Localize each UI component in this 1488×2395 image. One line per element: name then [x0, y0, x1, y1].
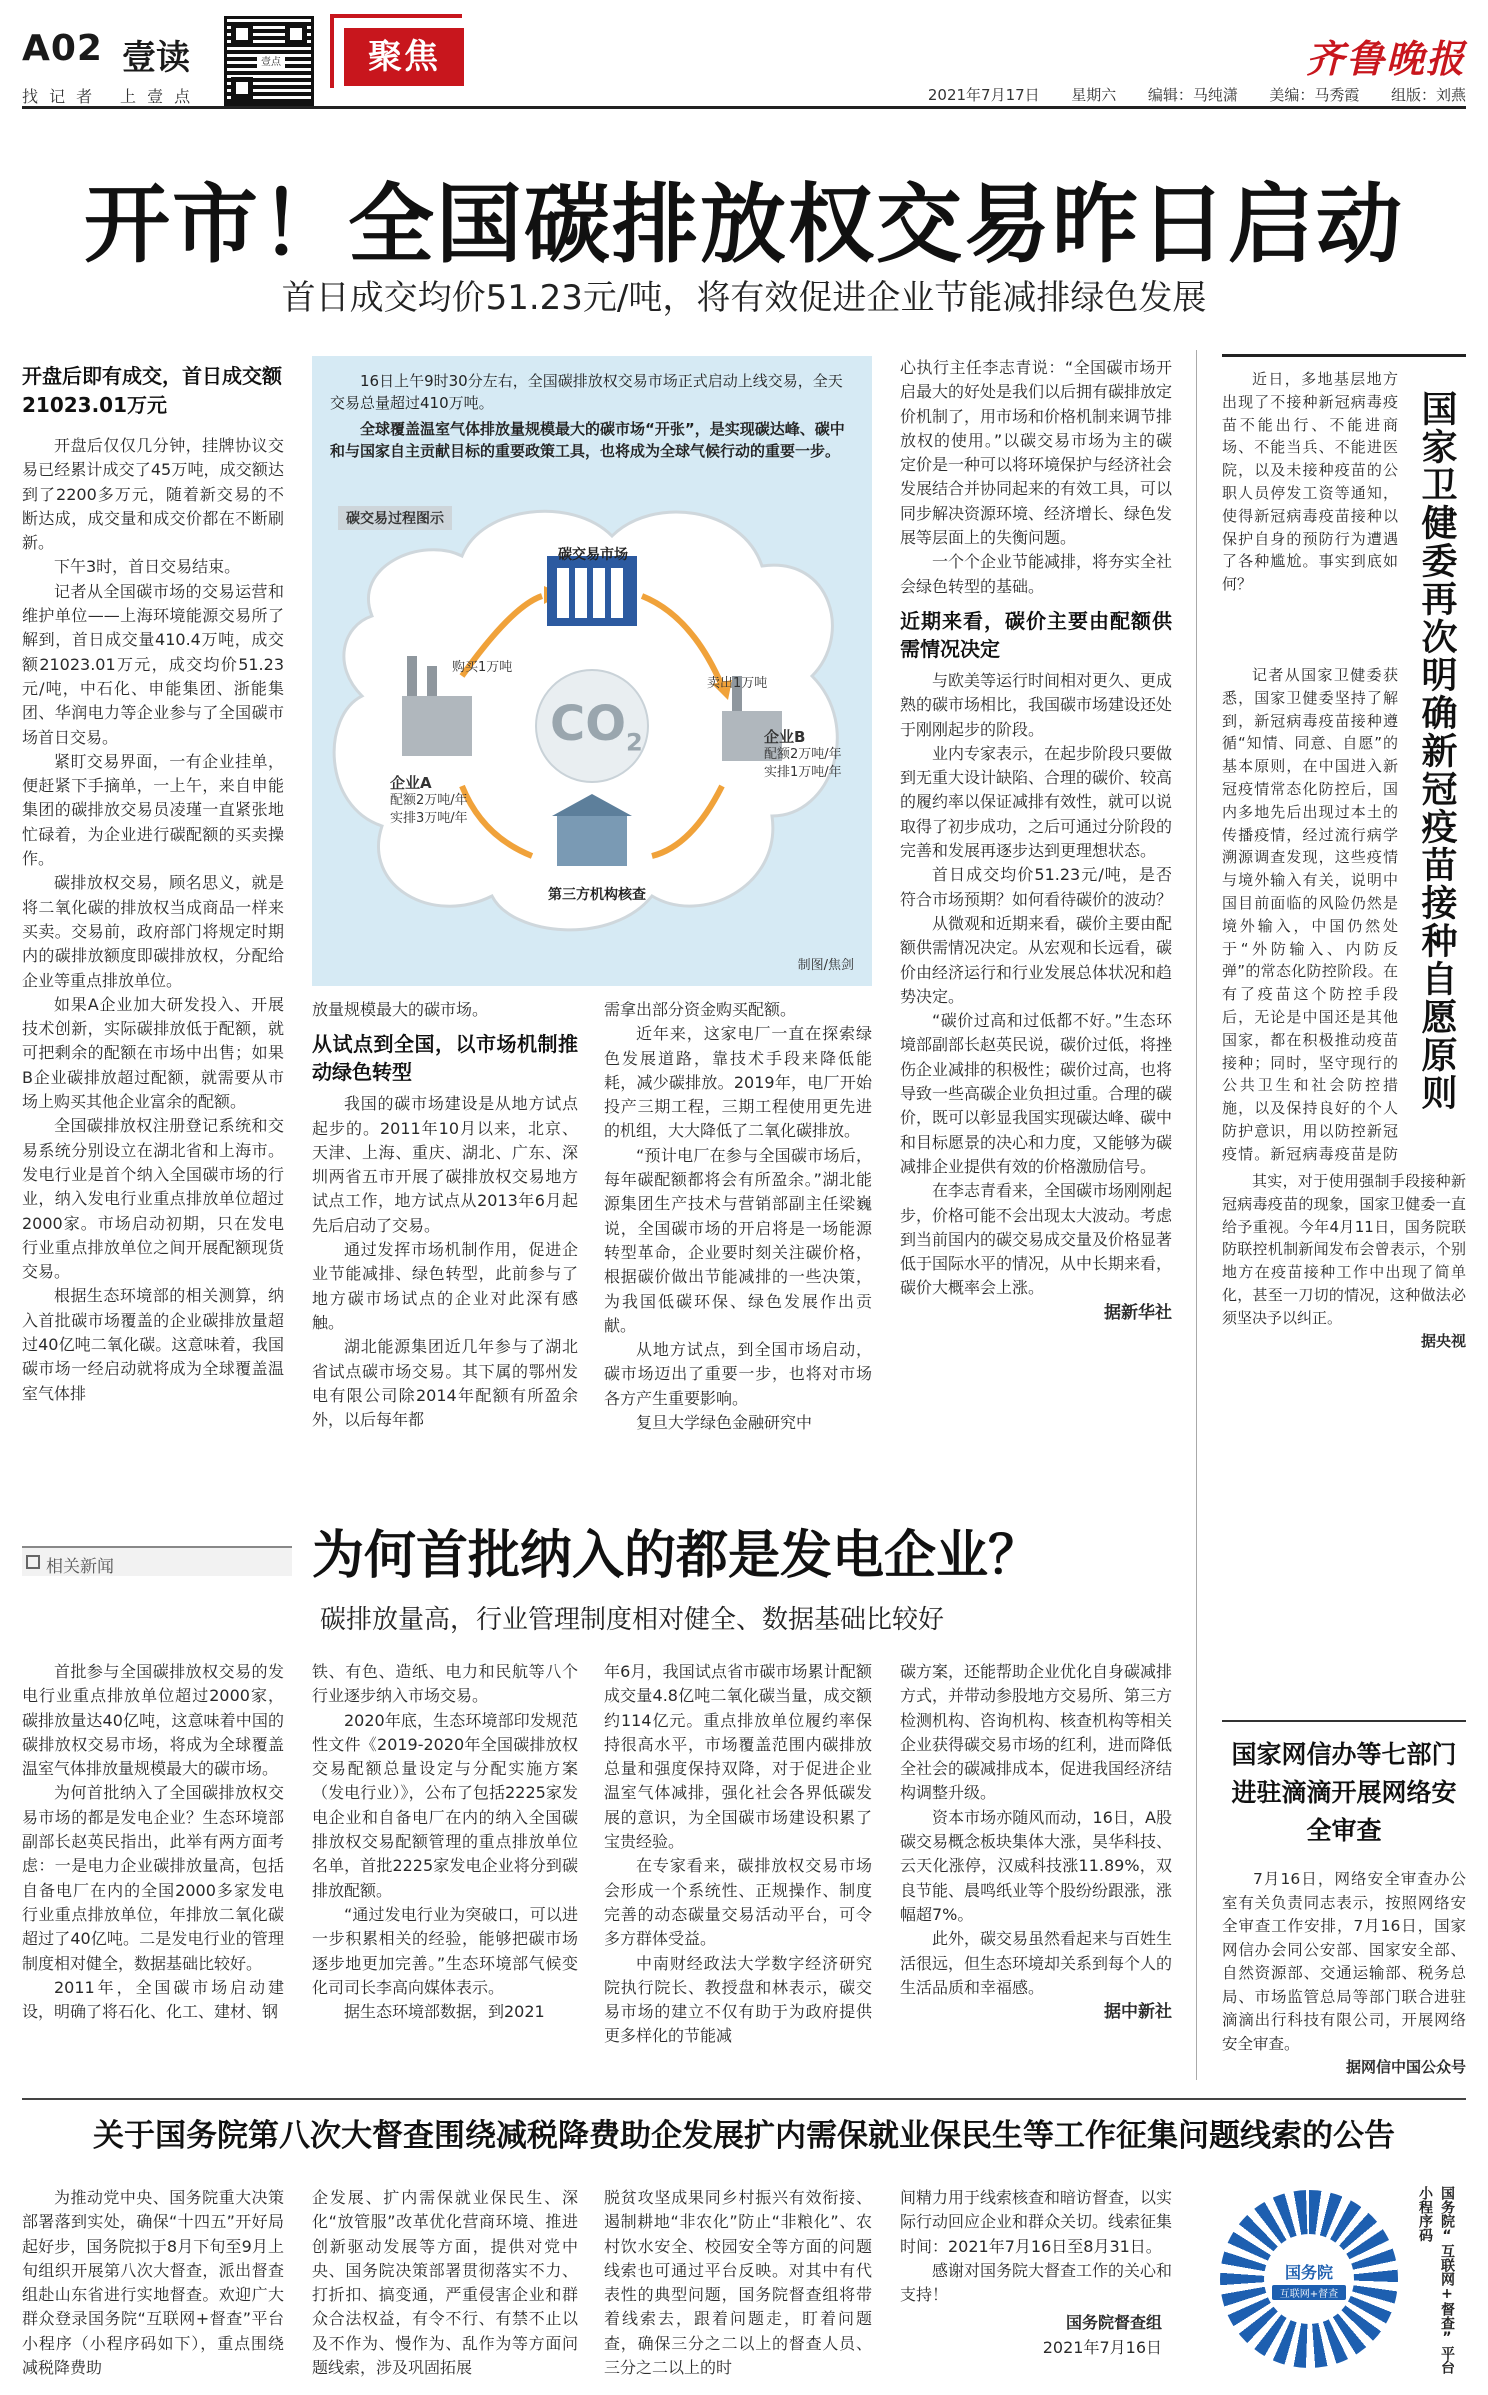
notice-rule-top	[22, 2098, 1466, 2100]
lead-c3-p2: 近年来，这家电厂一直在探索绿色发展道路，靠技术手段来降低能耗，减少碳排放。2019年，电厂开始投产三期工程，三期工程使用更先进的机组，大大降低了二氧化碳排放。	[604, 1024, 872, 1141]
lead-heading: 开盘后即有成交，首日成交额21023.01万元	[22, 364, 282, 417]
notice-sign: 国务院督查组	[1065, 2313, 1162, 2333]
vaccine-body-3	[1222, 1170, 1466, 1690]
notice-qr-caption-text: 国务院“互联网+督查”平台小程序码	[1417, 2186, 1455, 2374]
meta-editor: 编辑：马纯潇	[1147, 86, 1238, 104]
lead-c4b-p1: 与欧美等运行时间相对更久、更成熟的碳市场相比，我国碳市场建设还处于刚刚起步的阶段。	[900, 670, 1172, 739]
vaccine-body-2	[1222, 664, 1398, 1164]
company-a-quota: 配额2万吨/年	[390, 793, 468, 808]
related-c3-p2: 在专家看来，碳排放权交易市场会形成一个系统性、正规操作、制度完善的动态碳量交易活动平台，可令多方群体受益。	[604, 1856, 872, 1949]
notice-qr-brand: 国务院	[1284, 2263, 1333, 2282]
co2-text: CO	[550, 696, 627, 752]
notice-c4b: 感谢对国务院大督查工作的关心和支持！	[900, 2260, 1172, 2305]
vaccine-p1: 近日，多地基层地方出现了不接种新冠病毒疫苗不能出行、不能进商场、不能当兵、不能进医院，以及未接种疫苗的公职人员停发工资等通知，使得新冠病毒疫苗接种以保护自身的预防行为遭遇了各种尴尬。事实到底如何？	[1222, 370, 1398, 594]
lead-c4-heading: 近期来看，碳价主要由配额供需情况决定	[900, 608, 1172, 661]
notice-title: 关于国务院第八次大督查围绕减税降费助企发展扩内需保就业保民生等工作征集问题线索的公告	[93, 2118, 1395, 2154]
related-c2-p3: “通过发电行业为突破口，可以进一步积累相关的经验，能够把碳市场逐步地更加完善。”生态环境部气候变化司司长李高向媒体表示。	[312, 1904, 578, 1997]
related-c4-p2: 资本市场亦随风而动，16日，A股碳交易概念板块集体大涨，昊华科技、云天化涨停，汉威科技涨11.89%，双良节能、晨鸣纸业等个股纷纷跟涨，涨幅超7%。	[900, 1807, 1172, 1924]
co2-subscript: 2	[626, 728, 643, 757]
vaccine-p2: 记者从国家卫健委获悉，国家卫健委坚持了解到，新冠病毒疫苗接种遵循“知情、同意、自愿”的基本原则，在中国进入新冠疫情常态化防控后，国内多地先后出现过本土的传播疫情，经过流行病学溯源调查发现，这些疫情与境外输入有关，说明中国目前面临的风险仍然是境外输入，中国仍然处于“外防输入、内防反弹”的常态化防控阶段。在有了疫苗这个防控手段后，无论是中国还是其他国家，都在积极推动疫苗接种；同时，坚守现行的公共卫生和社会防控措施，以及保持良好的个人防护意识，用以防控新冠疫情。新冠病毒疫苗是防	[1222, 666, 1398, 1163]
diagram-third-party: 第三方机构核查	[548, 887, 646, 903]
related-label: 相关新闻	[46, 1557, 114, 1577]
company-b-quota: 配额2万吨/年	[764, 747, 842, 762]
lead-c2-p1: 我国的碳市场建设是从地方试点起步的。2011年10月以来，北京、天津、上海、重庆、湖北、广东、深圳两省五市开展了碳排放权交易地方试点工作，地方试点从2013年6月起先后启动了交易。	[312, 1094, 578, 1235]
page-number: A02	[22, 28, 103, 69]
related-label-icon	[26, 1555, 40, 1569]
related-c1-p3: 2011年，全国碳市场启动建设，明确了将石化、化工、建材、钢	[22, 1977, 284, 2022]
lead-c1-p4: 紧盯交易界面，一有企业挂单，便赶紧下手摘单，一上午，来自申能集团的碳排放交易员凌瑾一直紧张地忙碌着，为企业进行碳配额的买卖操作。	[22, 751, 284, 869]
company-b-actual: 实排1万吨/年	[764, 765, 842, 780]
main-headline: 开市！全国碳排放权交易昨日启动	[84, 175, 1404, 275]
sidebar-top-rule	[1222, 354, 1466, 357]
company-a-name: 企业A	[390, 774, 432, 792]
lead-col-2	[312, 998, 578, 1554]
diagram-sell-label: 卖出1万吨	[707, 676, 768, 691]
section-tab	[344, 28, 464, 86]
meta-date: 2021年7月17日	[927, 86, 1040, 104]
sidebar-divider	[1196, 350, 1197, 2080]
notice-sign-date: 2021年7月16日	[1042, 2337, 1162, 2357]
qr-label: 壹点	[257, 55, 285, 71]
lead-col-3	[604, 998, 872, 1554]
notice-col-3	[604, 2186, 872, 2386]
related-c4-p3: 此外，碳交易虽然看起来与百姓生活很远，但生态环境却关系到每个人的生活品质和幸福感。	[900, 1929, 1172, 1997]
lead-col-1	[22, 434, 284, 1554]
company-b-name: 企业B	[764, 728, 806, 746]
company-a-actual: 实排3万吨/年	[390, 811, 468, 826]
notice-col-2	[312, 2186, 578, 2386]
notice-c4: 间精力用于线索核查和暗访督查，以实际行动回应企业和群众关切。线索征集时间：2021年7月16日至8月31日。	[900, 2188, 1172, 2256]
lead-c4b-p5: “碳价过高和过低都不好。”生态环境部副部长赵英民说，碳价过低，将挫伤企业减排的积极性；碳价过高，也将导致一些高碳企业负担过重。合理的碳价，既可以彰显我国实现碳达峰、碳中和目标愿景的决心和力度，又能够为碳减排企业提供有效的价格激励信号。	[900, 1011, 1172, 1176]
lead-c1-p5: 碳排放权交易，顾名思义，就是将二氧化碳的排放权当成商品一样来买卖。交易前，政府部门将规定时期内的碳排放额度即碳排放权，分配给企业等重点排放单位。	[22, 873, 284, 990]
notice-c1: 为推动党中央、国务院重大决策部署落到实处，确保“十四五”开好局起好步，国务院拟于8月下旬至9月上旬组织开展第八次大督查，派出督查组赴山东省进行实地督查。欢迎广大群众登录国务院“互联网+督查”平台小程序（小程序码如下），重点围绕减税降费助	[22, 2188, 284, 2378]
related-col-3	[604, 1660, 872, 2080]
meta-art-editor: 美编：马秀霞	[1269, 86, 1360, 104]
related-title: 为何首批纳入的都是发电企业？	[312, 1526, 1041, 1586]
related-credit: 据中新社	[1104, 2002, 1172, 2023]
cyber-rule	[1222, 1720, 1466, 1722]
lead-c4b-p3: 首日成交均价51.23元/吨，是否符合市场预期？如何看待碳价的波动？	[900, 865, 1172, 909]
lead-col-4	[900, 356, 1172, 1554]
related-col-2	[312, 1660, 578, 2080]
lead-c1-p6: 如果A企业加大研发投入、开展技术创新，实际碳排放低于配额，就可把剩余的配额在市场中出售；如果B企业碳排放超过配额，就需要从市场上购买其他企业富余的配额。	[22, 994, 284, 1112]
meta-day: 星期六	[1071, 86, 1117, 104]
related-c2-p2: 2020年底，生态环境部印发规范性文件《2019-2020年全国碳排放权交易配额总量设定与分配实施方案（发电行业）》，公布了包括2225家发电企业和自备电厂在内的纳入全国碳排放权交易配额管理的重点排放单位名单，首批2225家发电企业将分到碳排放配额。	[312, 1710, 578, 1900]
lead-c2-p3: 湖北能源集团近几年参与了湖北省试点碳市场交易。其下属的鄂州发电有限公司除2014年配额有所盈余外，以后每年都	[312, 1337, 578, 1430]
diagram-title: 碳交易过程图示	[338, 506, 452, 530]
cyber-p1: 7月16日，网络安全审查办公室有关负责同志表示，按照网络安全审查工作安排，7月16日，国家网信办会同公安部、国家安全部、自然资源部、交通运输部、税务总局、市场监管总局等部门联合进驻滴滴出行科技有限公司，开展网络安全审查。	[1222, 1870, 1466, 2053]
vaccine-title-text: 国家卫健委再次明确新冠疫苗接种自愿原则	[1416, 390, 1457, 1112]
header-rule	[22, 106, 1466, 109]
notice-col-1	[22, 2186, 284, 2386]
notice-qr-caption	[1414, 2186, 1466, 2386]
qr-code[interactable]	[224, 16, 314, 106]
diagram-company-b	[764, 728, 842, 782]
diagram-market-label: 碳交易市场	[558, 547, 628, 563]
lead-c1-p1: 开盘后仅仅几分钟，挂牌协议交易已经累计成交了45万吨，成交额达到了2200多万元，随着新交易的不断达成，成交量和成交价都在不断刷新。	[22, 436, 284, 553]
slogan-right: 上 壹 点	[120, 87, 194, 106]
related-c2-p4: 据生态环境部数据，到2021	[344, 2002, 545, 2022]
lead-c3-p1: 需拿出部分资金购买配额。	[604, 1000, 797, 1019]
notice-qr-brand-sub: 互联网+督查	[1272, 2285, 1346, 2300]
related-c1-p1: 首批参与全国碳排放权交易的发电行业重点排放单位超过2000家，碳排放量达40亿吨，这意味着中国的碳排放权交易市场，将成为全球覆盖温室气体排放量规模最大的碳市场。	[22, 1662, 284, 1779]
related-c1-p2: 为何首批纳入了全国碳排放权交易市场的都是发电企业？生态环境部副部长赵英民指出，此举有两方面考虑：一是电力企业碳排放量高，包括自备电厂在内的全国2000多家发电行业重点排放单位，年排放二氧化碳超过了40亿吨。二是发电行业的管理制度相对健全，数据基础比较好。	[22, 1783, 284, 1973]
vaccine-p3: 其实，对于使用强制手段接种新冠病毒疫苗的现象，国家卫健委一直给予重视。今年4月11日，国务院联防联控机制新闻发布会曾表示，个别地方在疫苗接种工作中出现了简单化，甚至一刀切的情况，这种做法必须坚决予以纠正。	[1222, 1172, 1466, 1327]
related-c3-p3: 中南财经政法大学数字经济研究院执行院长、教授盘和林表示，碳交易市场的建立不仅有助于为政府提供更多样化的节能减	[604, 1953, 872, 2046]
section-tab-label: 聚焦	[368, 37, 440, 77]
related-label-box	[22, 1546, 292, 1576]
cyber-title: 国家网信办等七部门进驻滴滴开展网络安全审查	[1231, 1740, 1457, 1845]
lead-c4b-p4: 从微观和近期来看，碳价主要由配额供需情况决定。从宏观和长远看，碳价由经济运行和行业发展总体状况和趋势决定。	[900, 913, 1172, 1006]
related-c4-p1: 碳方案，还能帮助企业优化自身碳减排方式，并带动参股地方交易所、第三方检测机构、咨询机构、核查机构等相关企业获得碳交易市场的红利，进而降低全社会的碳减排成本，促进我国经济结构调整升级。	[900, 1662, 1172, 1803]
lead-c3-p5: 复旦大学绿色金融研究中	[636, 1413, 813, 1433]
page-header	[0, 0, 1488, 112]
related-col-4	[900, 1660, 1172, 2080]
lead-c1-p3: 记者从全国碳市场的交易运营和维护单位——上海环境能源交易所了解到，首日成交量410.4万吨，成交额21023.01万元，成交均价51.23元/吨，中石化、申能集团、浙能集团、华润电力等企业参与了全国碳市场首日交易。	[22, 581, 284, 747]
diagram-co2	[550, 696, 643, 757]
lead-c4b-p2: 业内专家表示，在起步阶段只要做到无重大设计缺陷、合理的碳价、较高的履约率以保证减排有效性，就可以说取得了初步成功，之后可通过分阶段的完善和发展再逐步达到更理想状态。	[900, 743, 1172, 861]
notice-c3: 脱贫攻坚成果同乡村振兴有效衔接、遏制耕地“非农化”防止“非粮化”、农村饮水安全、校园安全等方面的问题线索也可通过平台反映。对其中有代表性的典型问题，国务院督查组将带着线索去，跟着问题走，盯着问题查，确保三分之二以上的督查人员、三分之二以上的时	[604, 2188, 872, 2378]
diagram-company-a	[390, 774, 468, 828]
infobox	[312, 356, 872, 986]
lead-c1-p7: 全国碳排放权注册登记系统和交易系统分别设立在湖北省和上海市。发电行业是首个纳入全国碳市场的行业，纳入发电行业重点排放单位超过2000家。市场启动初期，只在发电行业重点排放单位之间开展配额现货交易。	[22, 1116, 284, 1282]
related-c2-p1: 铁、有色、造纸、电力和民航等八个行业逐步纳入市场交易。	[312, 1662, 578, 1706]
lead-c1-p2: 下午3时，首日交易结束。	[54, 557, 241, 577]
lead-c4b-p6: 在李志青看来，全国碳市场刚刚起步，价格可能不会出现太大波动。考虑到当前国内的碳交易成交量及价格显著低于国际水平的情况，从中长期来看，碳价大概率会上涨。	[900, 1181, 1172, 1298]
lead-c2-heading: 从试点到全国，以市场机制推动绿色转型	[312, 1032, 578, 1085]
lead-c3-p3: “预计电厂在参与全国碳市场后，每年碳配额都将会有所盈余。”湖北能源集团生产技术与营销部副主任梁巍说，全国碳市场的开启将是一场能源转型革命，企业要时刻关注碳价格，根据碳价做出节能减排的一些决策，为我国低碳环保、绿色发展作出贡献。	[604, 1145, 872, 1335]
vaccine-credit: 据央视	[1420, 1331, 1466, 1350]
meta-layout: 组版：刘燕	[1390, 86, 1466, 104]
related-col-1	[22, 1660, 284, 2080]
vaccine-title	[1406, 390, 1466, 1130]
lead-c2-top: 放量规模最大的碳市场。	[312, 1000, 489, 1019]
section-name: 壹读	[122, 38, 190, 78]
infobox-credit: 制图/焦剑	[797, 958, 854, 973]
header-meta	[928, 84, 1466, 105]
lead-c2-p2: 通过发挥市场机制作用，促进企业节能减排、绿色转型，此前参与了地方碳市场试点的企业对此深有感触。	[312, 1240, 578, 1332]
notice-qr-code[interactable]	[1220, 2190, 1398, 2368]
vaccine-body	[1222, 368, 1398, 658]
lead-c4-p2: 一个个企业节能减排，将夯实全社会绿色转型的基础。	[900, 552, 1172, 596]
infobox-text-1: 16日上午9时30分左右，全国碳排放权交易市场正式启动上线交易，全天交易总量超过410万吨。	[330, 372, 843, 412]
related-subtitle: 碳排放量高，行业管理制度相对健全、数据基础比较好	[320, 1605, 945, 1635]
infobox-text-2: 全球覆盖温室气体排放量规模最大的碳市场“开张”，是实现碳达峰、碳中和与国家自主贡献目标的重要政策工具，也将成为全球气候行动的重要一步。	[330, 420, 845, 460]
lead-c3-p4: 从地方试点，到全国市场启动，碳市场迈出了重要一步，也将对市场各方产生重要影响。	[604, 1340, 872, 1408]
notice-c2: 企发展、扩内需保就业保民生、深化“放管服”改革优化营商环境、推进创新驱动发展等方面，提供对党中央、国务院决策部署贯彻落实不力、打折扣、搞变通，严重侵害企业和群众合法权益，有令不行、有禁不止以及不作为、慢作为、乱作为等方面问题线索，涉及巩固拓展	[312, 2188, 578, 2378]
cyber-credit: 据网信中国公众号	[1345, 2058, 1466, 2076]
cyber-body	[1222, 1868, 1466, 2080]
main-subtitle: 首日成交均价51.23元/吨，将有效促进企业节能减排绿色发展	[281, 278, 1207, 318]
notice-qr-center	[1264, 2234, 1354, 2324]
lead-c4-p1: 心执行主任李志青说：“全国碳市场开启最大的好处是我们以后拥有碳排放定价机制了，用市场和价格机制来调节排放权的使用。”以碳交易市场为主的碳定价是一种可以将环境保护与经济社会发展结合并协同起来的有效工具，可以同步解决资源环境、经济增长、绿色发展等层面上的失衡问题。	[900, 358, 1172, 548]
lead-c1-p8: 根据生态环境部的相关测算，纳入首批碳市场覆盖的企业碳排放量超过40亿吨二氧化碳。这意味着，我国碳市场一经启动就将成为全球覆盖温室气体排	[22, 1286, 284, 1403]
brand-logo: 齐鲁晚报	[1305, 36, 1466, 81]
slogan-left: 找 记 者	[22, 87, 96, 106]
related-c3-p1: 年6月，我国试点省市碳市场累计配额成交量4.8亿吨二氧化碳当量，成交额约114亿元。重点排放单位履约率保持很高水平，市场覆盖范围内碳排放总量和强度保持双降，对于促进企业温室气体减排，强化社会各界低碳发展的意识，为全国碳市场建设积累了宝贵经验。	[604, 1662, 872, 1852]
lead-credit: 据新华社	[1104, 1302, 1172, 1323]
diagram-buy-label: 购买1万吨	[452, 660, 513, 675]
notice-col-4	[900, 2186, 1172, 2386]
